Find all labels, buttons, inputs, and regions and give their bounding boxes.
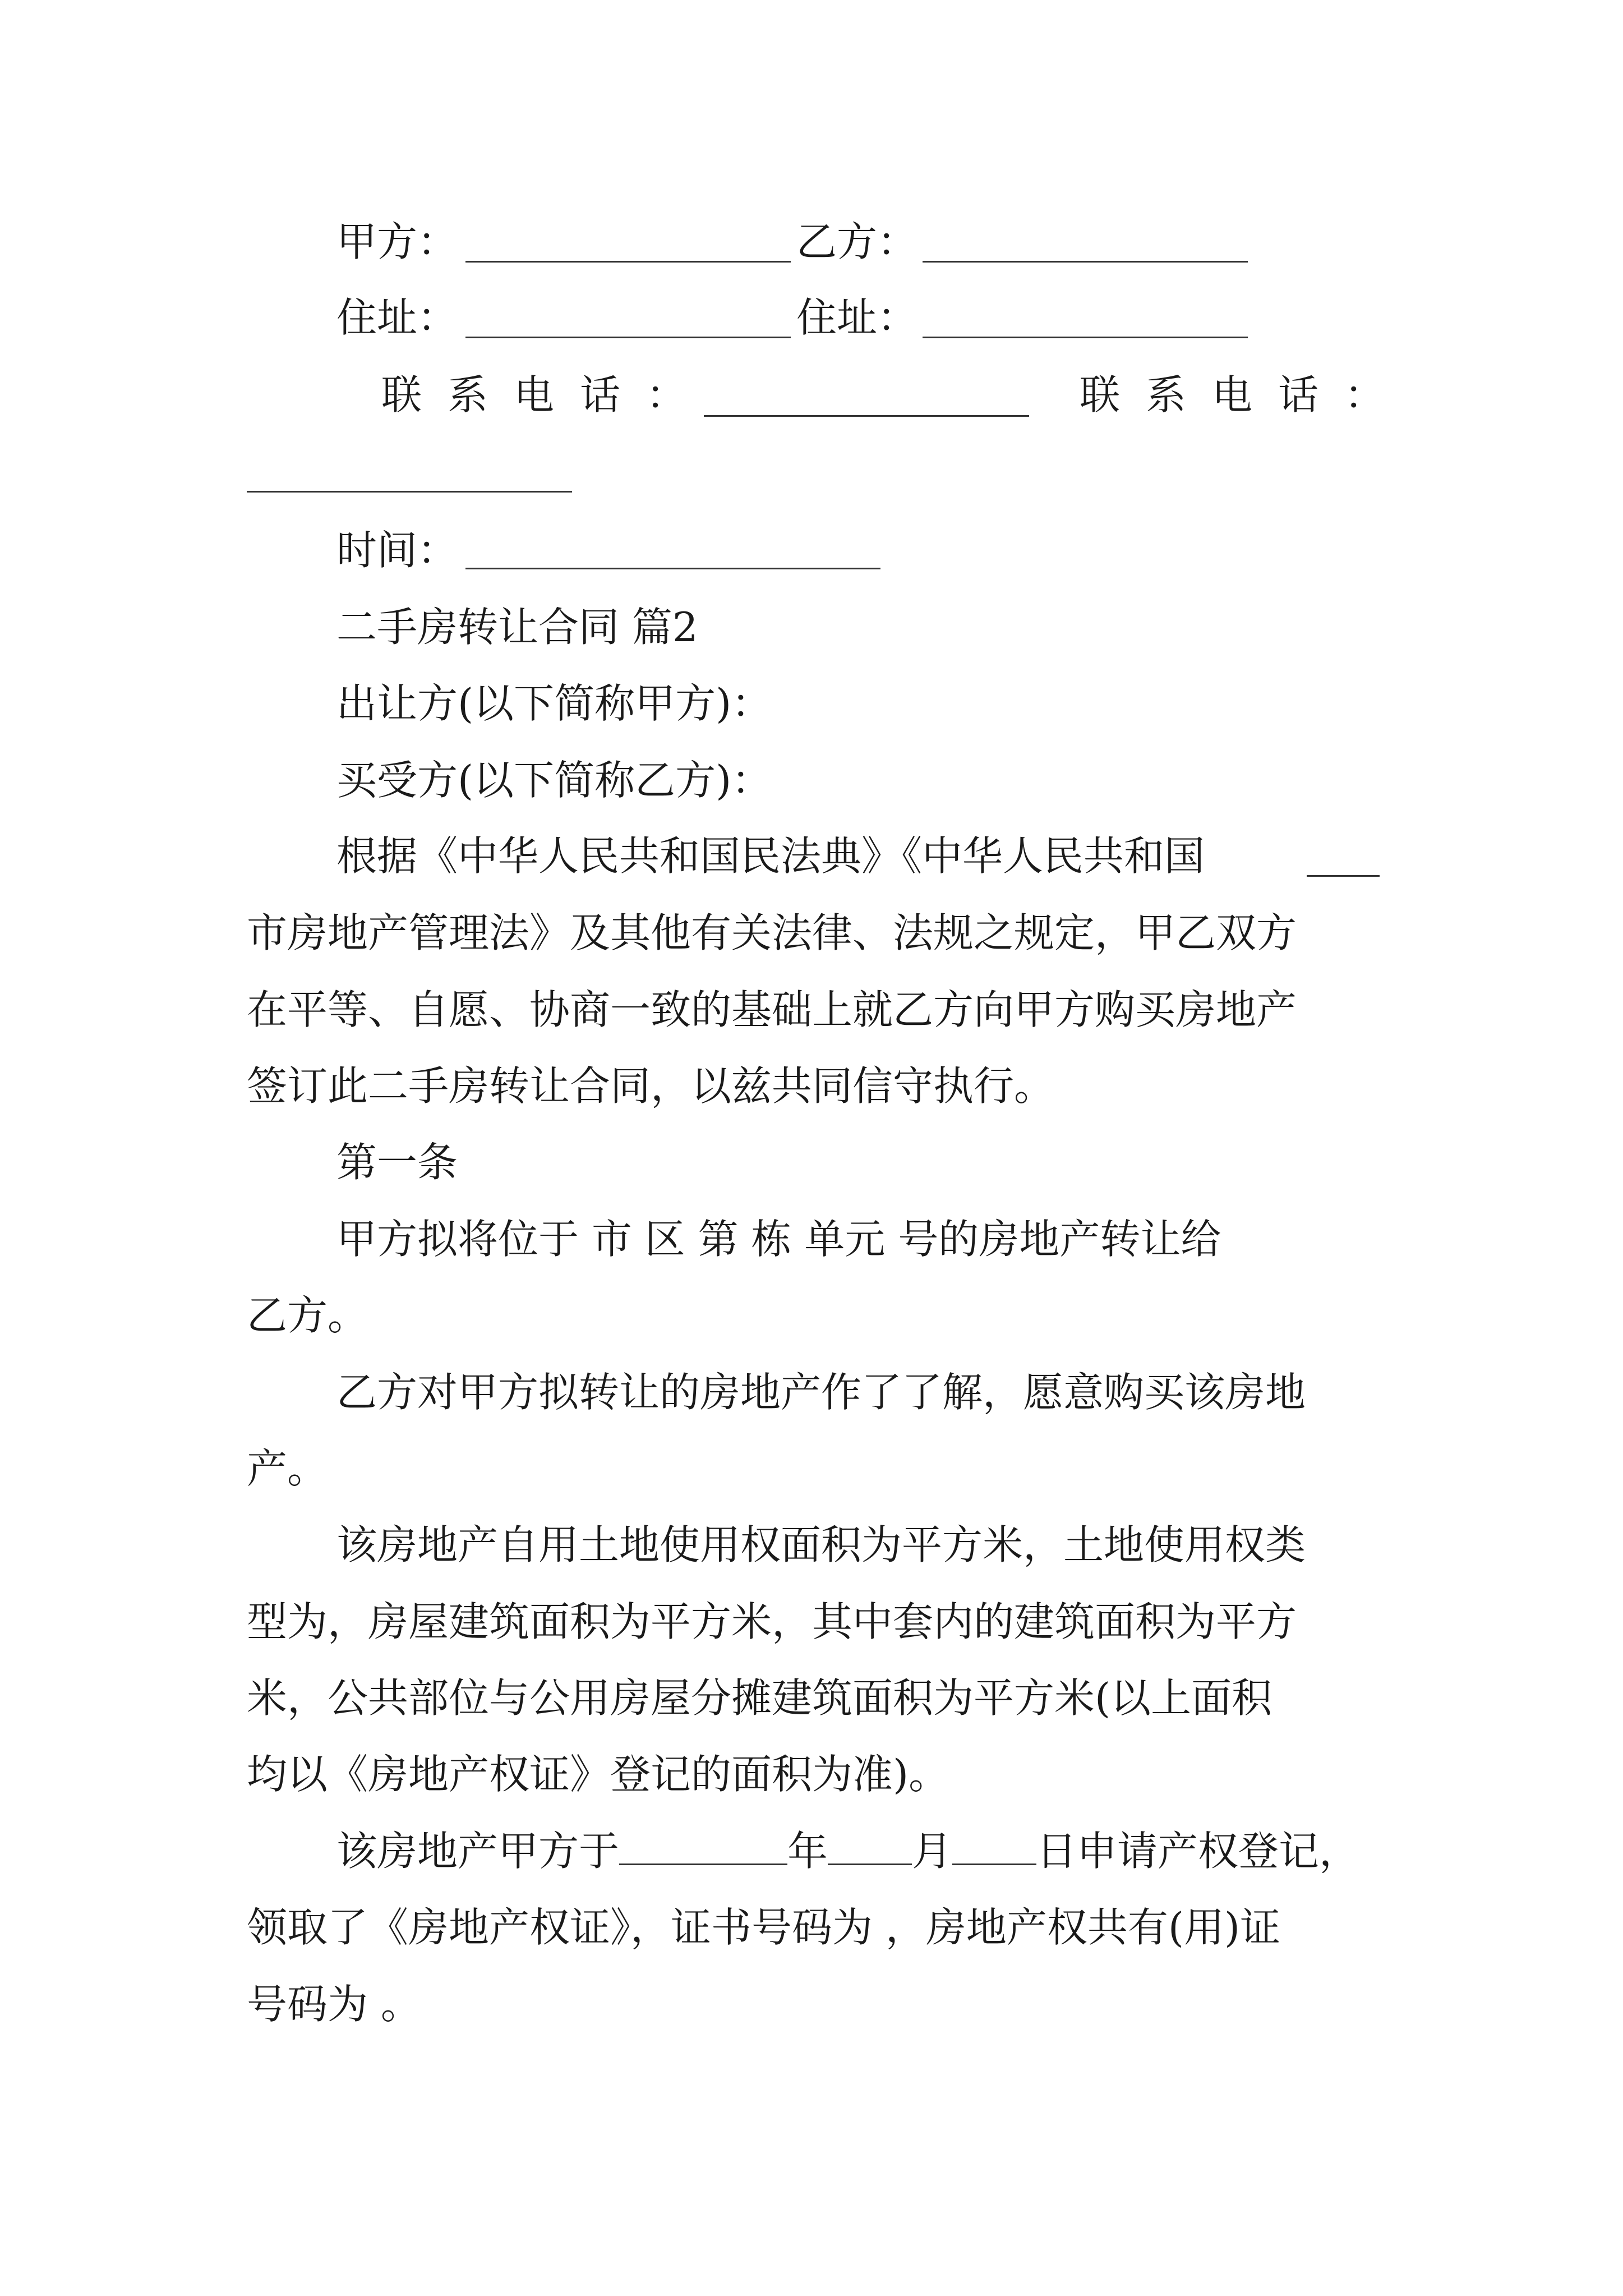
year-blank[interactable] — [619, 1831, 787, 1865]
party-b-row — [796, 218, 918, 265]
article-1-p2-line-1: 乙方对甲方拟转让的房地产作了了解，愿意购买该房地 — [336, 1369, 1306, 1416]
time-label: 时间： — [336, 527, 458, 574]
month-blank[interactable] — [828, 1831, 912, 1865]
address-b-blank[interactable] — [923, 337, 1248, 338]
address-a-label: 住址： — [336, 294, 458, 341]
intro-line-3: 在平等、自愿、协商一致的基础上就乙方向甲方购买房地产 — [247, 986, 1297, 1033]
address-b-label: 住址： — [796, 294, 918, 341]
party-a-row — [336, 218, 458, 265]
article-1-p2-line-2: 产。 — [247, 1445, 328, 1492]
address-a-row — [336, 294, 458, 341]
party-b-blank[interactable] — [923, 261, 1248, 263]
phone-a-label: 联系电话： — [381, 371, 713, 418]
article-1-title: 第一条 — [336, 1139, 458, 1186]
address-b-row — [796, 294, 918, 341]
article-1-p1-line-1: 甲方拟将位于 市 区 第 栋 单元 号的房地产转让给 — [336, 1216, 1221, 1263]
p4-day: 日申请产权登记， — [1036, 1828, 1360, 1875]
intro-line-2: 市房地产管理法》及其他有关法律、法规之规定，甲乙双方 — [247, 909, 1297, 956]
phone-a-row — [381, 371, 713, 418]
article-1-p3-line-3: 米，公共部位与公用房屋分摊建筑面积为平方米(以上面积 — [247, 1674, 1272, 1722]
phone-b-label: 联系电话： — [1080, 371, 1411, 418]
article-1-p4-line-2: 领取了《房地产权证》，证书号码为 ，房地产权共有(用)证 — [247, 1904, 1281, 1951]
intro-line-1: 根据《中华人民共和国民法典》《中华人民共和国 — [336, 832, 1205, 880]
time-row — [336, 527, 458, 574]
article-1-p3-line-1: 该房地产自用土地使用权面积为平方米，土地使用权类 — [336, 1521, 1306, 1568]
p4-prefix: 该房地产甲方于 — [336, 1828, 620, 1875]
article-1-p3-line-4: 均以《房地产权证》登记的面积为准)。 — [247, 1751, 949, 1798]
time-blank[interactable] — [465, 568, 880, 569]
party-b-label: 乙方： — [796, 218, 918, 265]
party-a-blank[interactable] — [465, 261, 791, 263]
p4-month: 月 — [912, 1828, 953, 1875]
phone-b-blank[interactable] — [247, 491, 572, 493]
intro-city-blank[interactable] — [1307, 875, 1380, 877]
day-blank[interactable] — [952, 1831, 1036, 1865]
buyer-line: 买受方(以下简称乙方)： — [336, 757, 772, 804]
article-1-p4-line-3: 号码为 。 — [247, 1981, 421, 2028]
article-1-p3-line-2: 型为，房屋建筑面积为平方米，其中套内的建筑面积为平方 — [247, 1598, 1297, 1645]
contract-heading: 二手房转让合同 篇2 — [336, 604, 698, 651]
address-a-blank[interactable] — [465, 337, 791, 338]
party-a-label: 甲方： — [336, 218, 458, 265]
phone-a-blank[interactable] — [704, 415, 1029, 417]
p4-year: 年 — [787, 1828, 828, 1875]
article-1-p1-line-2: 乙方。 — [247, 1292, 368, 1339]
intro-line-4: 签订此二手房转让合同，以兹共同信守执行。 — [247, 1062, 1055, 1110]
article-1-p4-line-1 — [336, 1828, 1360, 1875]
seller-line: 出让方(以下简称甲方)： — [336, 680, 772, 727]
phone-b-row — [1080, 371, 1411, 418]
